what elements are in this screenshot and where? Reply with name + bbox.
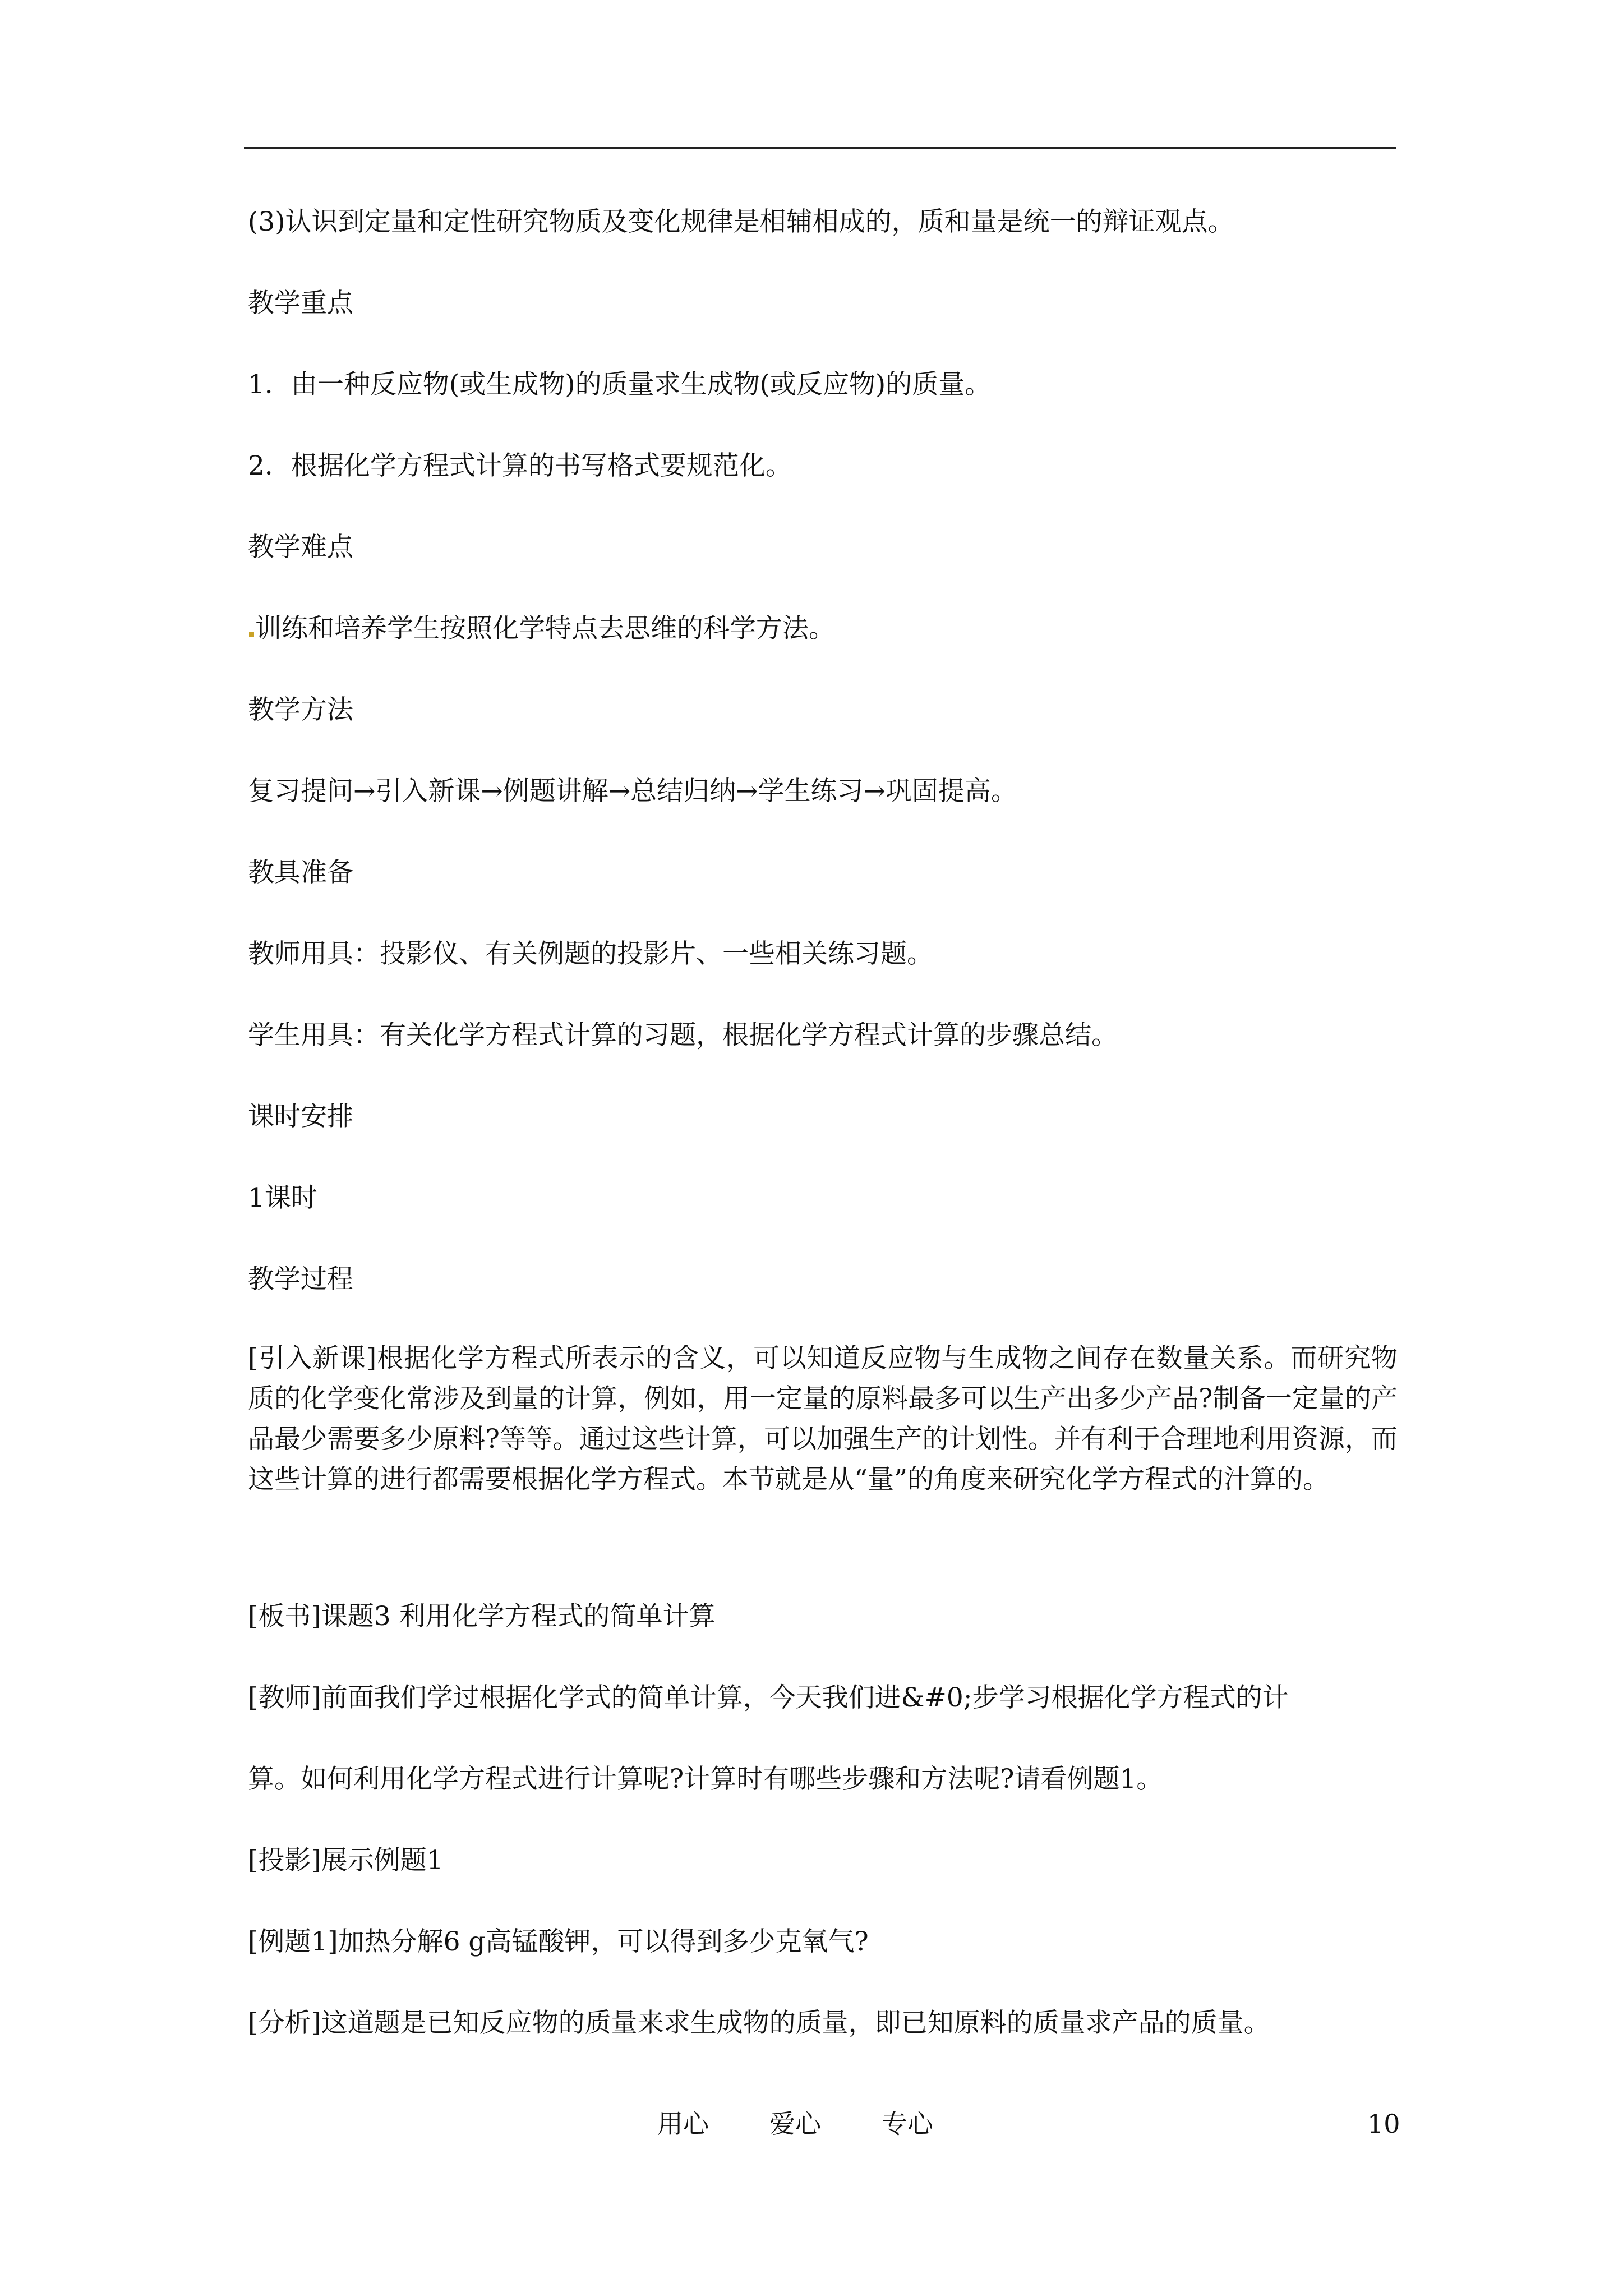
- body-paragraph: (3)认识到定量和定性研究物质及变化规律是相辅相成的，质和量是统一的辩证观点。: [248, 206, 1234, 237]
- body-paragraph: 1课时: [248, 1182, 317, 1213]
- body-paragraph: 学生用具：有关化学方程式计算的习题，根据化学方程式计算的步骤总结。: [248, 1020, 1118, 1051]
- footer-motto-2: 爱心: [769, 2109, 821, 2139]
- body-paragraph: [板书]课题3 利用化学方程式的简单计算: [248, 1601, 716, 1632]
- body-paragraph: [教师]前面我们学过根据化学式的简单计算，今天我们进&#0;步学习根据化学方程式的计: [248, 1682, 1289, 1713]
- section-heading: 课时安排: [248, 1101, 353, 1132]
- footer-motto-1: 用心: [657, 2109, 709, 2139]
- section-heading: 教学方法: [248, 694, 353, 725]
- body-paragraph: [投影]展示例题1: [248, 1845, 444, 1876]
- section-heading: 教具准备: [248, 857, 353, 888]
- body-paragraph: [分析]这道题是已知反应物的质量来求生成物的质量，即已知原料的质量求产品的质量。: [248, 2008, 1270, 2039]
- body-paragraph: 2．根据化学方程式计算的书写格式要规范化。: [248, 450, 792, 481]
- page-number: 10: [1367, 2109, 1400, 2139]
- body-paragraph-with-marker: [249, 615, 835, 642]
- body-paragraph-text: 训练和培养学生按照化学特点去思维的科学方法。: [255, 613, 835, 644]
- section-heading: 教学难点: [248, 532, 353, 563]
- footer-motto-3: 专心: [882, 2109, 933, 2139]
- section-heading: 教学过程: [248, 1264, 353, 1295]
- body-paragraph: [例题1]加热分解6 g高锰酸钾，可以得到多少克氧气?: [248, 1926, 869, 1957]
- section-heading: 教学重点: [248, 288, 353, 319]
- body-paragraph: 1．由一种反应物(或生成物)的质量求生成物(或反应物)的质量。: [248, 369, 992, 400]
- body-paragraph: 算。如何利用化学方程式进行计算呢?计算时有哪些步骤和方法呢?请看例题1。: [248, 1764, 1163, 1795]
- header-rule: [244, 147, 1396, 149]
- body-paragraph: 教师用具：投影仪、有关例题的投影片、一些相关练习题。: [248, 938, 933, 969]
- body-paragraph: 复习提问→引入新课→例题讲解→总结归纳→学生练习→巩固提高。: [248, 776, 1017, 807]
- intro-paragraph: [引入新课]根据化学方程式所表示的含义，可以知道反应物与生成物之间存在数量关系。而研究物质的化学变化常涉及到量的计算，例如，用一定量的原料最多可以生产出多少产品?制备一定量的产品最少需要多少原料?等等。通过这些计算，可以加强生产的计划性。并有利于合理地利用资源，而这些计算的进行都需要根据化学方程式。本节就是从“量”的角度来研究化学方程式的汁算的。: [248, 1343, 1398, 1495]
- bullet-dot-icon: [249, 632, 254, 637]
